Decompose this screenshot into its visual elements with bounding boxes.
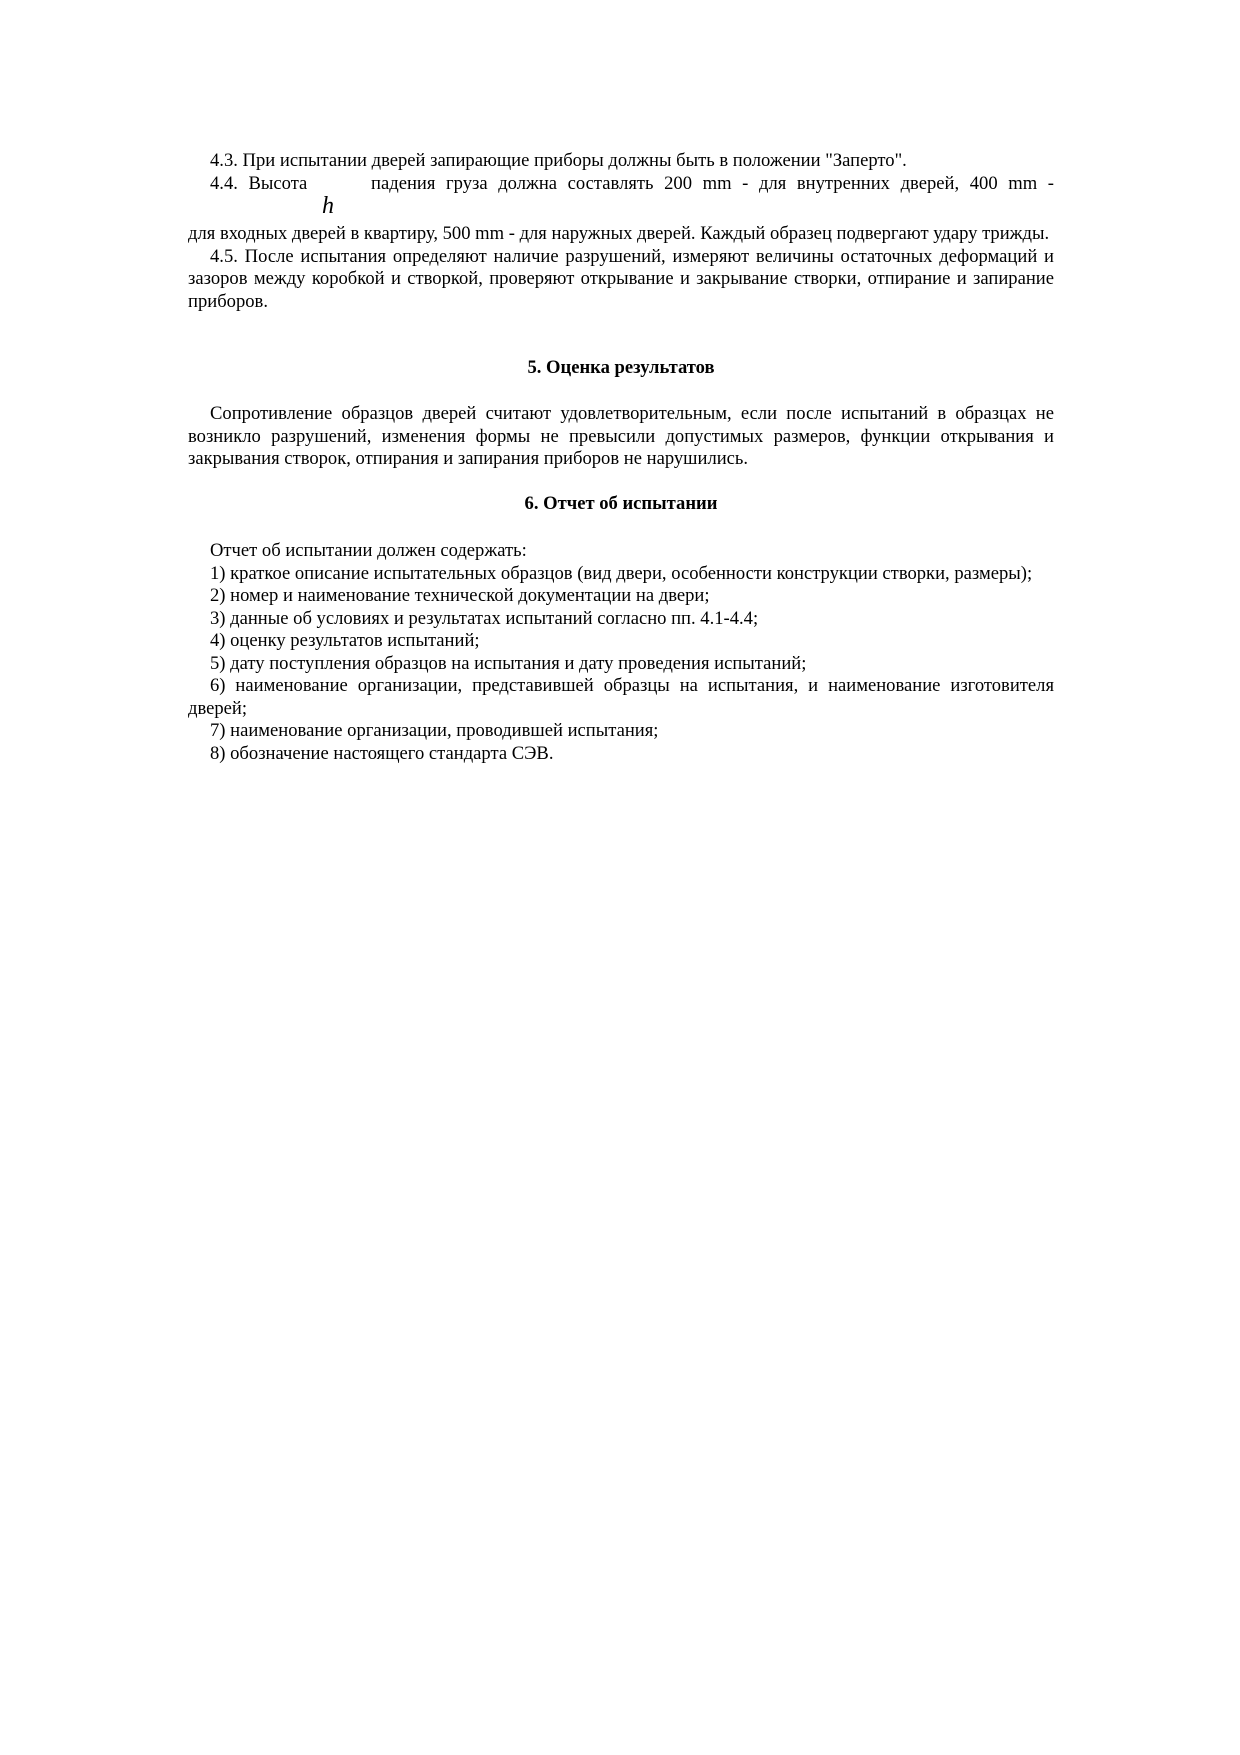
section-6-block [188,540,1054,765]
report-item-1: 1) краткое описание испытательных образцов (вид двери, особенности конструкции створки, размеры); [210,562,1033,584]
section-4-continued-block [188,223,1054,313]
paragraph-4-4-rest: для входных дверей в квартиру, 500 mm - для наружных дверей. Каждый образец подвергают удару трижды. [188,223,1050,244]
section-5-block [188,403,1054,471]
height-symbol-h: h [322,193,334,219]
paragraph-4-3: 4.3. При испытании дверей запирающие приборы должны быть в положении "Заперто". [210,150,907,171]
report-item-7: 7) наименование организации, проводившей испытания; [210,720,659,741]
report-item-5: 5) дату поступления образцов на испытания и дату проведения испытаний; [210,652,807,674]
section-6-heading: 6. Отчет об испытании [524,493,718,514]
report-item-4: 4) оценку результатов испытаний; [210,630,480,651]
paragraph-4-4-first-line: 4.4. Высота падения груза должна составлять 200 mm - для внутренних дверей, 400 mm - [210,172,1054,194]
report-item-2: 2) номер и наименование технической документации на двери; [210,585,710,606]
paragraph-4-5: 4.5. После испытания определяют наличие разрушений, измеряют величины остаточных деформаций и зазоров между коробкой и створкой, проверяют открывание и закрывание створки, отпирание и запирание приборов. [188,245,1054,312]
report-item-3: 3) данные об условиях и результатах испытаний согласно пп. 4.1-4.4; [210,607,759,629]
section-5-heading: 5. Оценка результатов [527,357,715,378]
section-5-paragraph: Сопротивление образцов дверей считают удовлетворительным, если после испытаний в образцах не возникло разрушений, изменения формы не превысили допустимых размеров, функции открывания и закрывания створок, отпирания и запирания приборов не нарушились. [188,403,1054,469]
report-item-6: 6) наименование организации, представившей образцы на испытания, и наименование изготовителя дверей; [188,675,1054,719]
section-4-block [188,150,1054,195]
report-item-8: 8) обозначение настоящего стандарта СЭВ. [210,742,554,764]
section-6-intro: Отчет об испытании должен содержать: [210,540,527,561]
